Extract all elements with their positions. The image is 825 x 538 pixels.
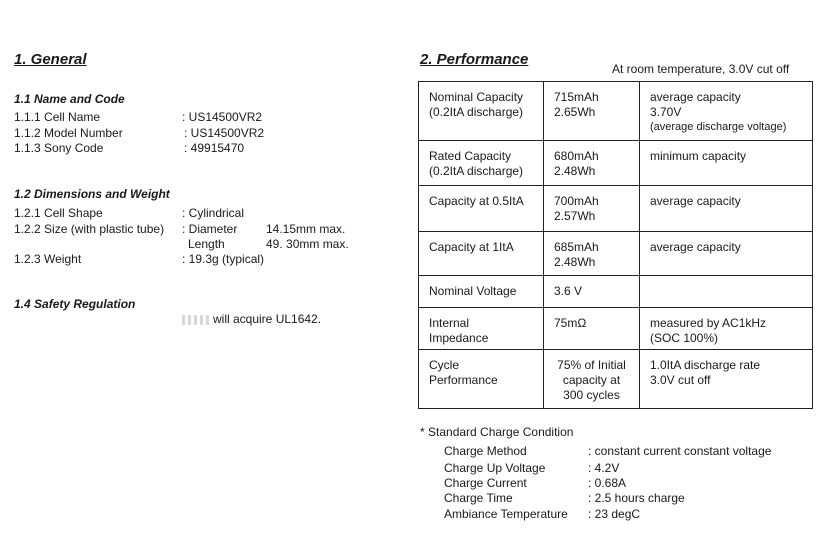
value-cell: 700mAh 2.57Wh: [544, 186, 640, 232]
value-cell: 685mAh 2.48Wh: [544, 232, 640, 276]
table-row: [419, 276, 813, 308]
charge-current-value: : 0.68A: [588, 476, 627, 490]
diameter-value: 14.15mm max.: [266, 222, 346, 236]
table-row: [419, 350, 813, 409]
charge-method-value: : constant current constant voltage: [588, 444, 772, 458]
safety-heading: 1.4 Safety Regulation: [14, 297, 136, 311]
model-number-value: : US14500VR2: [184, 126, 265, 140]
charge-voltage-label: Charge Up Voltage: [444, 461, 546, 475]
weight-label: 1.2.3 Weight: [14, 252, 82, 266]
safety-statement: will acquire UL1642.: [213, 312, 322, 326]
note-cell: measured by AC1kHz (SOC 100%): [640, 308, 813, 350]
condition-note: At room temperature, 3.0V cut off: [612, 62, 790, 76]
item-cell: Nominal Voltage: [419, 276, 544, 308]
model-number-label: 1.1.2 Model Number: [14, 126, 123, 140]
charge-time-label: Charge Time: [444, 491, 513, 505]
cell-name-label: 1.1.1 Cell Name: [14, 110, 101, 124]
table-row: [419, 232, 813, 276]
table-row: [419, 82, 813, 141]
note-cell: [640, 276, 813, 308]
general-heading: 1. General: [14, 51, 87, 68]
length-label: Length: [188, 237, 225, 251]
item-cell: Internal Impedance: [419, 308, 544, 350]
note-cell: average capacity: [640, 232, 813, 276]
charge-method-label: Charge Method: [444, 444, 527, 458]
charge-time-value: : 2.5 hours charge: [588, 491, 685, 505]
table-row: [419, 141, 813, 186]
value-cell: 3.6 V: [544, 276, 640, 308]
item-cell: Capacity at 0.5ItA: [419, 186, 544, 232]
table-row: [419, 308, 813, 350]
safety-text: [182, 312, 321, 327]
value-cell: 75% of Initial capacity at 300 cycles: [544, 350, 640, 409]
charge-voltage-value: : 4.2V: [588, 461, 620, 475]
item-cell: Capacity at 1ItA: [419, 232, 544, 276]
performance-table: [418, 81, 813, 409]
note-cell: average capacity 3.70V (average discharge voltage): [640, 82, 813, 141]
table-row: [419, 186, 813, 232]
cell-name-value: : US14500VR2: [182, 110, 263, 124]
ambiance-temp-label: Ambiance Temperature: [444, 507, 568, 521]
length-value: 49. 30mm max.: [266, 237, 349, 251]
size-label: 1.2.2 Size (with plastic tube): [14, 222, 165, 236]
value-cell: 715mAh 2.65Wh: [544, 82, 640, 141]
item-cell: Rated Capacity (0.2ItA discharge): [419, 141, 544, 186]
redacted-mark: [182, 315, 210, 325]
value-cell: 75mΩ: [544, 308, 640, 350]
charge-heading: * Standard Charge Condition: [420, 425, 574, 439]
name-code-heading: 1.1 Name and Code: [14, 92, 125, 106]
sony-code-value: : 49915470: [184, 141, 245, 155]
dimensions-heading: 1.2 Dimensions and Weight: [14, 187, 170, 201]
note-cell: 1.0ItA discharge rate 3.0V cut off: [640, 350, 813, 409]
sony-code-label: 1.1.3 Sony Code: [14, 141, 104, 155]
ambiance-temp-value: : 23 degC: [588, 507, 641, 521]
cell-shape-label: 1.2.1 Cell Shape: [14, 206, 103, 220]
item-cell: Cycle Performance: [419, 350, 544, 409]
diameter-label: : Diameter: [182, 222, 238, 236]
performance-heading: 2. Performance: [420, 51, 529, 68]
note-cell: minimum capacity: [640, 141, 813, 186]
cell-shape-value: : Cylindrical: [182, 206, 245, 220]
weight-value: : 19.3g (typical): [182, 252, 265, 266]
item-cell: Nominal Capacity (0.2ItA discharge): [419, 82, 544, 141]
value-cell: 680mAh 2.48Wh: [544, 141, 640, 186]
charge-current-label: Charge Current: [444, 476, 527, 490]
note-cell: average capacity: [640, 186, 813, 232]
